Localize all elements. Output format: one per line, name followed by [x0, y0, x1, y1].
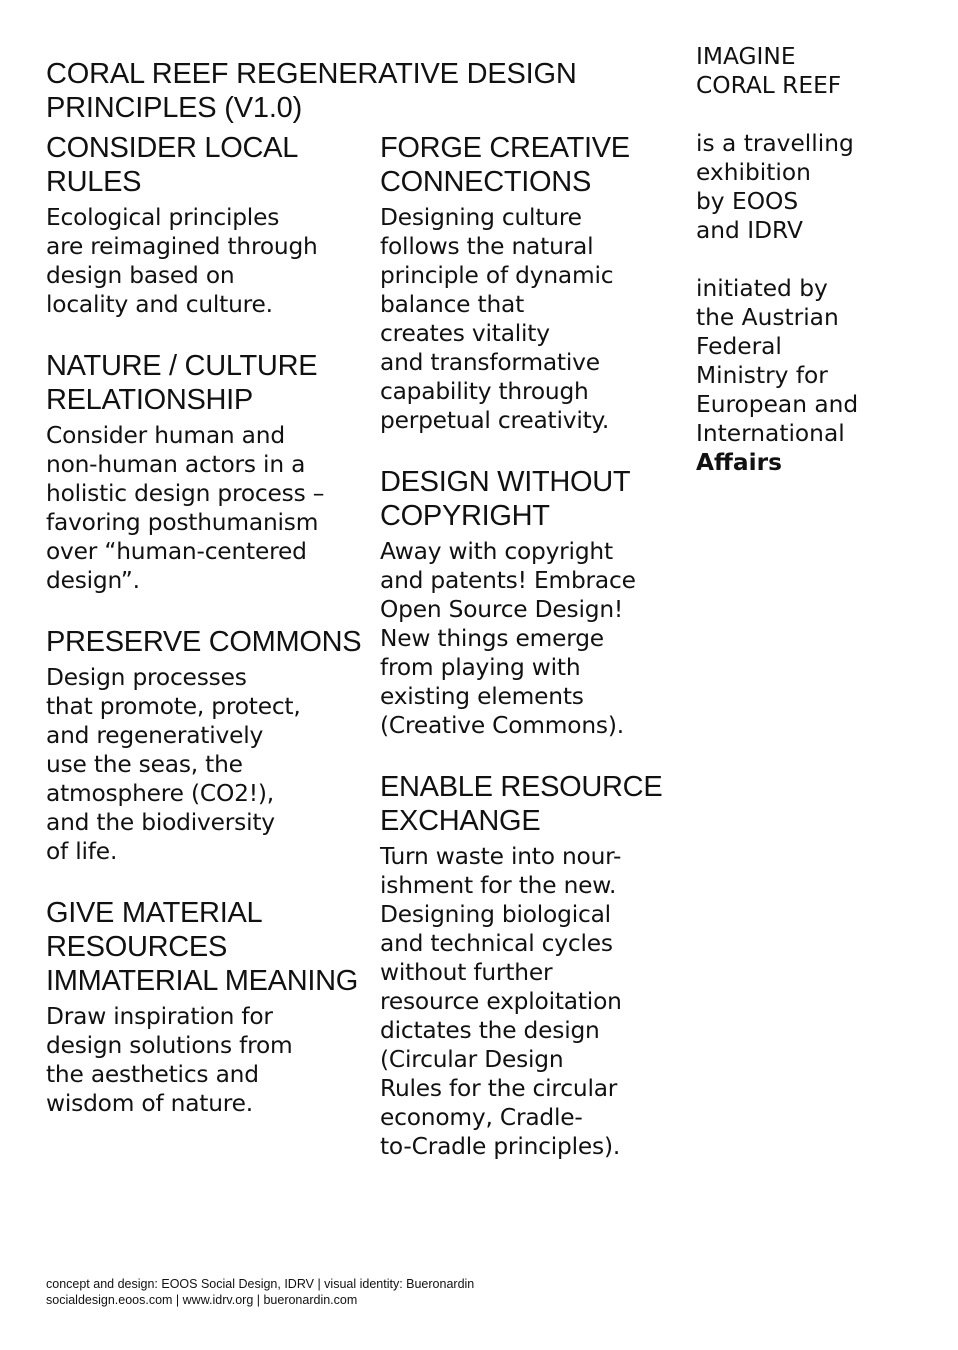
principle-body: Turn waste into nour- ishment for the new. Designing biological and technical cycles without further resource exploitation dictates the design (Circular Design Rules for the circular economy, Cradle- to-Cradle principles).: [380, 843, 622, 1160]
footer-links-line: socialdesign.eoos.com | www.idrv.org | bueronardin.com: [46, 1293, 358, 1307]
exhibition-initiator: initiated by the Austrian Federal Ministry for European and International: [696, 275, 859, 447]
principle-consider-local-rules: [46, 131, 366, 319]
exhibition-description: is a travelling exhibition by EOOS and IDRV: [696, 130, 854, 244]
principle-heading: ENABLE RESOURCE EXCHANGE: [380, 771, 663, 837]
exhibition-title: IMAGINE CORAL REEF: [696, 43, 842, 99]
principle-heading: PRESERVE COMMONS: [46, 626, 362, 658]
principle-preserve-commons: [46, 625, 366, 866]
footer-credits: [46, 1276, 746, 1308]
principle-body: Ecological principles are reimagined through design based on locality and culture.: [46, 204, 318, 318]
principle-heading: FORGE CREATIVE CONNECTIONS: [380, 132, 630, 198]
principle-body: Designing culture follows the natural principle of dynamic balance that creates vitality and transformative capability through perpetual creativity.: [380, 204, 614, 434]
principle-body: Away with copyright and patents! Embrace Open Source Design! New things emerge from playing with existing elements (Creative Commons).: [380, 538, 636, 739]
exhibition-initiator-last: Affairs: [696, 449, 782, 476]
principle-heading: NATURE / CULTURE RELATIONSHIP: [46, 350, 318, 416]
page-title: CORAL REEF REGENERATIVE DESIGN PRINCIPLES (V1.0): [46, 58, 577, 125]
principles-column-left: [46, 131, 366, 1148]
principle-heading: GIVE MATERIAL RESOURCES IMMATERIAL MEANING: [46, 897, 359, 997]
footer-credits-line: concept and design: EOOS Social Design, IDRV | visual identity: Bueronardin: [46, 1277, 475, 1291]
principle-give-material-resources-meaning: [46, 896, 366, 1118]
principle-body: Consider human and non-human actors in a holistic design process – favoring posthumanism over “human-centered design”.: [46, 422, 325, 594]
exhibition-sidebar: [696, 42, 936, 477]
principles-column-middle: [380, 131, 680, 1191]
principle-body: Design processes that promote, protect, and regeneratively use the seas, the atmosphere (CO2!), and the biodiversity of life.: [46, 664, 301, 865]
principle-design-without-copyright: [380, 465, 680, 740]
principle-heading: DESIGN WITHOUT COPYRIGHT: [380, 466, 631, 532]
principle-nature-culture-relationship: [46, 349, 366, 595]
principle-enable-resource-exchange: [380, 770, 680, 1161]
principle-body: Draw inspiration for design solutions from the aesthetics and wisdom of nature.: [46, 1003, 293, 1117]
principle-heading: CONSIDER LOCAL RULES: [46, 132, 299, 198]
principle-forge-creative-connections: [380, 131, 680, 435]
